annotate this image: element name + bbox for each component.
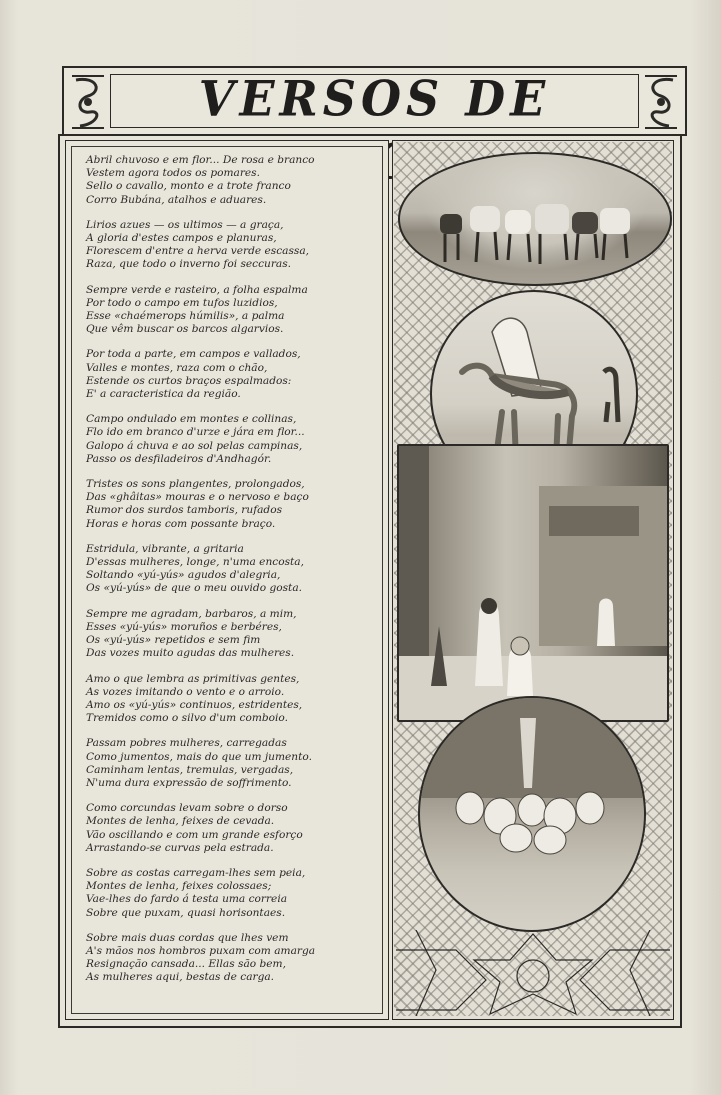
verse-line: Amo os «yú-yús» continuos, estridentes, — [86, 698, 303, 711]
verse-line: Flo ido em branco d'urze e jára em flor... — [86, 426, 305, 439]
seated-group-icon — [420, 698, 644, 930]
verse-line: Amo o que lembra as primitivas gentes, — [86, 672, 300, 685]
verse-line: Vão oscillando e com um grande esforço — [86, 828, 303, 841]
street-scene-icon — [399, 446, 667, 720]
verse-line: Os «yú-yús» repetidos e sem fim — [86, 634, 261, 647]
verse-line: Raza, que todo o inverno foi seccuras. — [86, 258, 292, 271]
verse-line: N'uma dura expressão de soffrimento. — [86, 776, 292, 789]
right-ornament-icon — [641, 72, 681, 132]
poem-text — [86, 154, 386, 997]
stanza — [86, 543, 386, 596]
verse-line: Horas e horas com possante braço. — [86, 517, 276, 530]
verse-line: Esse «chaémerops húmilis», a palma — [86, 310, 285, 323]
verse-line: Esses «yú-yús» moruños e berbéres, — [86, 620, 282, 633]
verse-line: A gloria d'estes campos e planuras, — [86, 232, 277, 245]
verse-line: A's mãos nos hombros puxam com amarga — [86, 944, 316, 957]
verse-line: As vozes imitando o vento e o arroio. — [86, 685, 285, 698]
page-title: VERSOS DE — [198, 70, 551, 127]
stanza — [86, 737, 386, 790]
horse-caravan-icon — [400, 154, 670, 284]
stanza — [86, 608, 386, 661]
stanza — [86, 802, 386, 855]
stanza — [86, 284, 386, 337]
stanza — [86, 932, 386, 985]
verse-line: Os «yú-yús» de que o meu ouvido gosta. — [86, 582, 302, 595]
verse-line: Estende os curtos braços espalmados: — [86, 374, 292, 387]
verse-line: Sobre mais duas cordas que lhes vem — [86, 931, 289, 944]
verse-line: Soltando «yú-yús» agudos d'alegria, — [86, 569, 281, 582]
verse-line: E' a caracteristica da região. — [86, 388, 241, 401]
stanza — [86, 219, 386, 272]
stanza — [86, 673, 386, 726]
verse-line: Galopo á chuva e ao sol pelas campinas, — [86, 439, 303, 452]
verse-line: Como jumentos, mais do que um jumento. — [86, 750, 312, 763]
verse-line: Florescem d'entre a herva verde escassa, — [86, 245, 310, 258]
verse-line: Rumor dos surdos tamboris, rufados — [86, 504, 283, 517]
verse-line: Montes de lenha, feixes colossaes; — [86, 880, 272, 893]
verse-line: Tristes os sons plangentes, prolongados, — [86, 478, 305, 491]
verse-line: Como corcundas levam sobre o dorso — [86, 802, 288, 815]
verse-line: Sempre verde e rasteiro, a folha espalma — [86, 283, 308, 296]
verse-line: Sempre me agradam, barbaros, a mim, — [86, 607, 297, 620]
stanza — [86, 413, 386, 466]
caravan-photo — [398, 152, 672, 286]
verse-line: Resignação cansada... Ellas são bem, — [86, 958, 286, 971]
verse-line: Das «ghâitas» mouras e o nervoso e baço — [86, 491, 309, 504]
geometric-star-pattern-icon — [396, 930, 670, 1016]
verse-line: Montes de lenha, feixes de cevada. — [86, 815, 275, 828]
verse-line: Sello o cavallo, monto e a trote franco — [86, 180, 291, 193]
verse-line: Vae-lhes do fardo á testa uma correia — [86, 893, 288, 906]
verse-line: Sobre que puxam, quasi horisontaes. — [86, 906, 286, 919]
verse-line: As mulheres aqui, bestas de carga. — [86, 971, 275, 984]
verse-line: Sobre as costas carregam-lhes sem peia, — [86, 866, 306, 879]
verse-line: Passam pobres mulheres, carregadas — [86, 737, 287, 750]
group-photo — [418, 696, 646, 932]
verse-line: Tremidos como o silvo d'um comboio. — [86, 712, 288, 725]
stanza — [86, 348, 386, 401]
verse-line: Campo ondulado em montes e collinas, — [86, 413, 297, 426]
verse-line: Estridula, vibrante, a gritaria — [86, 542, 244, 555]
title-banner — [62, 66, 687, 136]
verse-line: D'essas mulheres, longe, n'uma encosta, — [86, 556, 304, 569]
verse-line: Por toda a parte, em campos e vallados, — [86, 348, 301, 361]
verse-line: Arrastando-se curvas pela estrada. — [86, 841, 274, 854]
verse-line: Valles e montes, raza com o chão, — [86, 361, 268, 374]
verse-line: Lirios azues — os ultimos — a graça, — [86, 218, 284, 231]
verse-line: Caminham lentas, tremulas, vergadas, — [86, 763, 294, 776]
street-photo — [397, 444, 669, 722]
stanza — [86, 478, 386, 531]
verse-line: Que vêm buscar os barcos algarvios. — [86, 323, 284, 336]
stanza — [86, 867, 386, 920]
verse-line: Passo os desfiladeiros d'Andhagór. — [86, 452, 272, 465]
verse-line: Corro Bubána, atalhos e aduares. — [86, 193, 267, 206]
verse-line: Por todo o campo em tufos luzidios, — [86, 296, 278, 309]
verse-line: Das vozes muito agudas das mulheres. — [86, 647, 295, 660]
stanza — [86, 154, 386, 207]
verse-line: Abril chuvoso e em flor... De rosa e branco — [86, 154, 315, 166]
verse-line: Vestem agora todos os pomares. — [86, 167, 260, 180]
